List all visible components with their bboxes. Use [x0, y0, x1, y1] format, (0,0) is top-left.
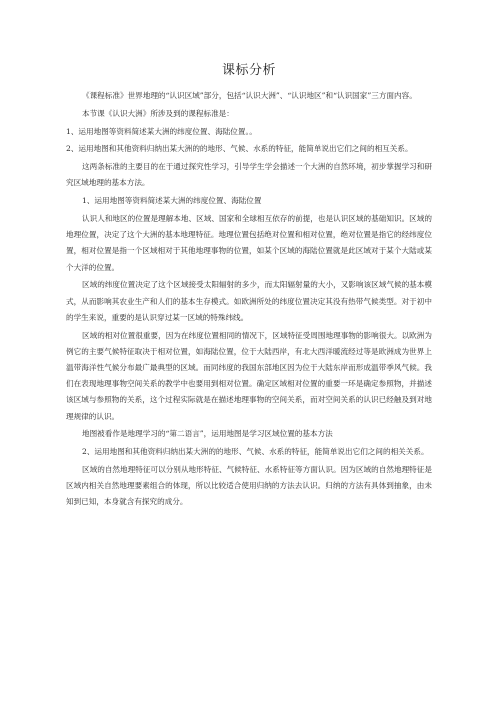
paragraph-latitude: 区域的纬度位置决定了这个区域接受太阳辐射的多少，而太阳辐射量的大小，又影响该区域气候的基本模式，从而影响其农业生产和人们的基本生存模式。如欧洲所处的纬度位置决定其没有热带气候类型。对于初中的学生来说，重要的是认识穿过某一区域的特殊纬线。	[66, 280, 432, 322]
paragraph-natural-features: 区域的自然地理特征可以分别从地形特征、气候特征、水系特征等方面认识。因为区域的自然地理特征是区域内相关自然地理要素组合的体现，所以比较适合使用归纳的方法去认识。归纳的方法有具体到抽象，由未知到已知，本身就含有探究的成分。	[66, 465, 432, 507]
paragraph-standard-2: 2、运用地图和其他资料归纳出某大洲的的地形、气候、水系的特征，能简单说出它们之间的相互关系。	[66, 144, 413, 154]
paragraph-intro: 《课程标准》世界地理的“认识区域”部分，包括“认识大洲”、“认识地区”和“认识国家”三方面内容。	[82, 91, 417, 100]
section-heading-2: 2、运用地图和其他资料归纳出某大洲的的地形、气候、水系的特征，能简单说出它们之间的相关关系。	[82, 447, 429, 457]
paragraph-maps: 地图被看作是地理学习的“第二语言”，运用地图是学习区域位置的基本方法	[82, 429, 333, 439]
paragraph-relative-location: 区域的相对位置很重要，因为在纬度位置相同的情况下，区域特征受周围地理事物的影响很大。以欧洲为例它的主要气候特征取决于相对位置，如海陆位置，位于大陆西岸，有北大西洋暖流经过等是欧洲成为世界上温带海洋性气候分布最广最典型的区域。而同纬度的我国东部地区因为位于大陆东岸而形成温带季风气候。我们在表现地理事物空间关系的教学中也要用到相对位置。确定区域相对位置的重要一环是确定参照物，并描述该区域与参照物的关系，这个过程实际就是在描述地理事物的空间关系，而对空间关系的认识已经触及到对地理规律的认识。	[66, 330, 432, 421]
paragraph-standard-1: 1、运用地图等资料简述某大洲的纬度位置、海陆位置。。	[66, 126, 257, 136]
paragraph-standards-lead: 本节课《认识大洲》所涉及到的课程标准是：	[82, 108, 234, 118]
section-heading-1: 1、运用地图等资料简述某大洲的纬度位置、海陆位置	[82, 196, 262, 206]
document-page	[66, 62, 432, 512]
paragraph-location: 认识人和地区的位置是理解本地、区域、国家和全球相互依存的前提，也是认识区域的基础知识。区域的地理位置，决定了这个大洲的基本地理特征。地理位置包括绝对位置和相对位置，绝对位置是指它的经纬度位置，相对位置是指一个区域相对于其他地理事物的位置，如某个区域的海陆位置就是此区域对于某个大陆或某个大洋的位置。	[66, 213, 432, 272]
page-title: 课标分析	[221, 63, 276, 78]
paragraph-purpose: 这两条标准的主要目的在于通过探究性学习，引导学生学会描述一个大洲的自然环境，初步掌握学习和研究区域地理的基本方法。	[66, 162, 432, 188]
